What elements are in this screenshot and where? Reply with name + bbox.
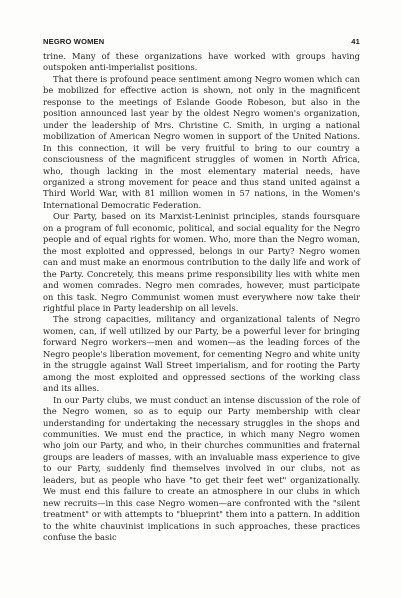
paragraph-capacities: The strong capacities, militancy and organizational talents of Negro women, can, if well utilized by our Party, be a powerful lever for bringing forward Negro workers—men and women—as the leading forces of the Negro people's liberation movement, for cementing Negro and white unity in the struggle against Wall Street imperialism, and for rooting the Party among the most exploited and oppressed sections of the working class and its allies. (43, 314, 361, 394)
paragraph-party-program: Our Party, based on its Marxist-Leninist principles, stands foursquare on a program of full economic, political, and social equality for the Negro people and of equal rights for women. Who, more than the Negro woman, the most exploited and oppressed, belongs in our Party? Negro women can and must make an enormous contribution to the daily life and work of the Party. Concretely, this means prime responsibility lies with white men and women comrades. Negro men comrades, however, must participate on this task. Negro Communist women must everywhere now take their rightful place in Party leadership on all levels. (43, 211, 360, 313)
paragraph-peace-sentiment: That there is profound peace sentiment among Negro women which can be mobilized for effective action is shown, not only in the magnificent response to the meetings of Eslande Goode Robeson, but also in the position announced last year by the oldest Negro women's organization, under the leadership of Mrs. Christine C. Smith, in urging a national mobilization of American Negro women in support of the United Nations. In this connection, it will be very fruitful to bring to our country a consciousness of the magnificent struggles of women in North Africa, who, though lacking in the most elementary material needs, have organized a strong movement for peace and thus stand united against a Third World War, with 81 million women in 57 nations, in the Women's International Democratic Federation. (43, 73, 360, 210)
page-number: 41 (351, 37, 360, 46)
body-text (43, 51, 360, 543)
paragraph-continued: trine. Many of these organizations have worked with groups having outspoken anti-imperialist positions. (43, 51, 360, 73)
running-title: NEGRO WOMEN (43, 37, 105, 46)
running-header (43, 37, 360, 49)
paragraph-party-clubs: In our Party clubs, we must conduct an intense discussion of the role of the Negro women, so as to equip our Party membership with clear understanding for undertaking the necessary struggles in the shops and communities. We must end the practice, in which many Negro women who join our Party, and who, in their churches communities and fraternal groups are leaders of masses, with an invaluable mass experience to give to our Party, suddenly find themselves involved in our clubs, not as leaders, but as people who have "to get their feet wet" organizationally. We must end this failure to create an atmosphere in our clubs in which new recruits—in this case Negro women—are confronted with the "silent treatment" or with attempts to "blueprint" them into a pattern. In addition to the white chauvinist implications in such approaches, these practices confuse the basic (43, 394, 360, 543)
